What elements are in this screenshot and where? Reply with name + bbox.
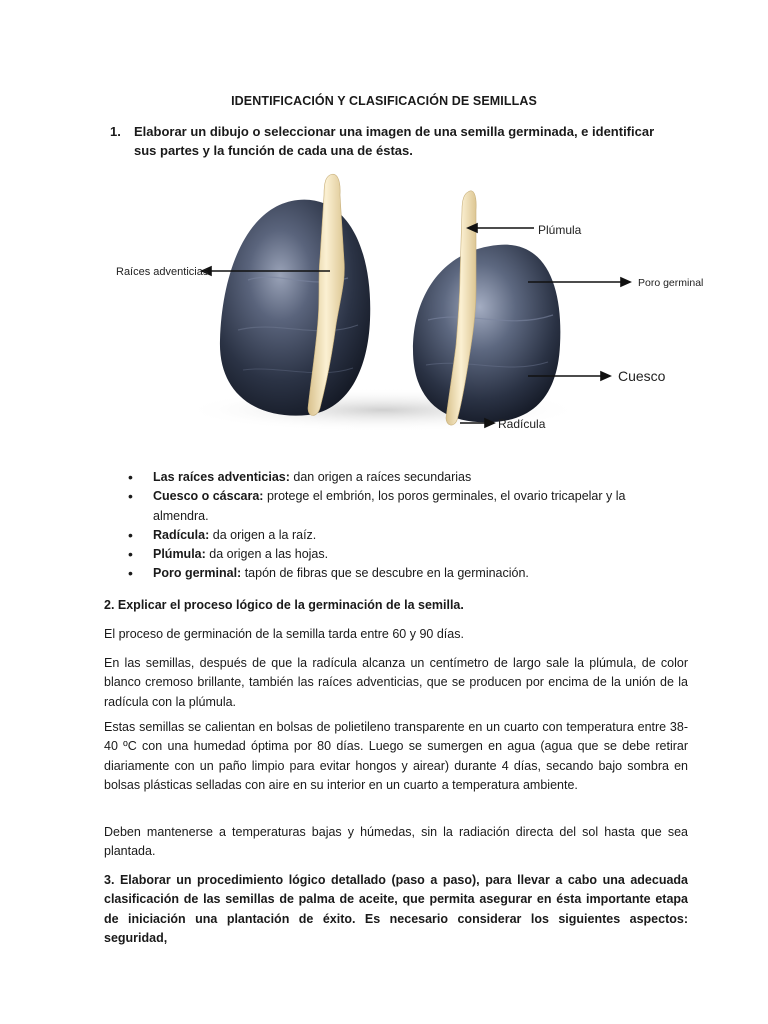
question-2-heading: 2. Explicar el proceso lógico de la germinación de la semilla.	[104, 598, 464, 612]
parts-list	[110, 468, 650, 584]
list-item	[110, 564, 650, 583]
list-item	[110, 526, 650, 545]
part-term: Plúmula:	[153, 547, 206, 562]
part-desc: protege el embrión, los poros germinales, el ovario tricapelar y la almendra.	[153, 489, 626, 523]
part-term: Las raíces adventicias:	[153, 470, 290, 484]
part-term: Cuesco o cáscara:	[153, 489, 264, 504]
label-plumula: Plúmula	[538, 223, 582, 237]
part-desc: dan origen a raíces secundarias	[289, 470, 472, 484]
paragraph-conditions: Deben mantenerse a temperaturas bajas y húmedas, sin la radiación directa del sol hasta que sea plantada.	[104, 825, 688, 859]
paragraph-duration: El proceso de germinación de la semilla tarda entre 60 y 90 días.	[104, 627, 464, 641]
question-3-heading: 3. Elaborar un procedimiento lógico detallado (paso a paso), para llevar a cabo una adecuada clasificación de las semillas de palma de aceite, que permita asegurar en ésta importante etapa de iniciación una plantación de éxito. Es necesario considerar los siguientes aspectos: seguridad,	[104, 873, 688, 945]
part-desc: tapón de fibras que se descubre en la germinación.	[241, 566, 529, 581]
seed-figure	[108, 170, 718, 450]
document-title: IDENTIFICACIÓN Y CLASIFICACIÓN DE SEMILLAS	[231, 94, 537, 108]
seed-right	[413, 245, 560, 423]
part-term: Poro germinal:	[153, 566, 242, 581]
question-text: Elaborar un dibujo o seleccionar una imagen de una semilla germinada, e identificar sus partes y la función de cada una de éstas.	[134, 124, 655, 158]
label-raices: Raíces adventicias	[116, 266, 209, 278]
label-cuesco: Cuesco	[618, 368, 666, 384]
list-item	[110, 545, 650, 564]
label-poro: Poro germinal	[638, 277, 704, 289]
germinated-seed-image	[108, 170, 718, 450]
paragraph-plumule: En las semillas, después de que la radícula alcanza un centímetro de largo sale la plúmula, de color blanco cremoso brillante, también las raíces adventicias, que se producen por encima de la unión de la radícula con la plúmula.	[104, 656, 688, 709]
list-item	[110, 487, 650, 526]
label-radicula: Radícula	[498, 417, 546, 431]
seed-left	[220, 200, 370, 416]
question-number: 1.	[110, 124, 121, 139]
paragraph-heating: Estas semillas se calientan en bolsas de polietileno transparente en un cuarto con temperatura entre 38-40 ºC con una humedad óptima por 80 días. Luego se sumergen en agua (agua que se debe retirar diariamente con un paño limpio para evitar hongos y airear) durante 4 días, secando bajo sombra en bolsas plásticas selladas con aire en su interior en un cuarto a temperatura ambiente.	[104, 720, 688, 792]
list-item	[110, 468, 650, 487]
part-desc: da origen a la raíz.	[209, 527, 317, 542]
part-desc: da origen a las hojas.	[205, 547, 329, 562]
part-term: Radícula:	[153, 527, 210, 542]
